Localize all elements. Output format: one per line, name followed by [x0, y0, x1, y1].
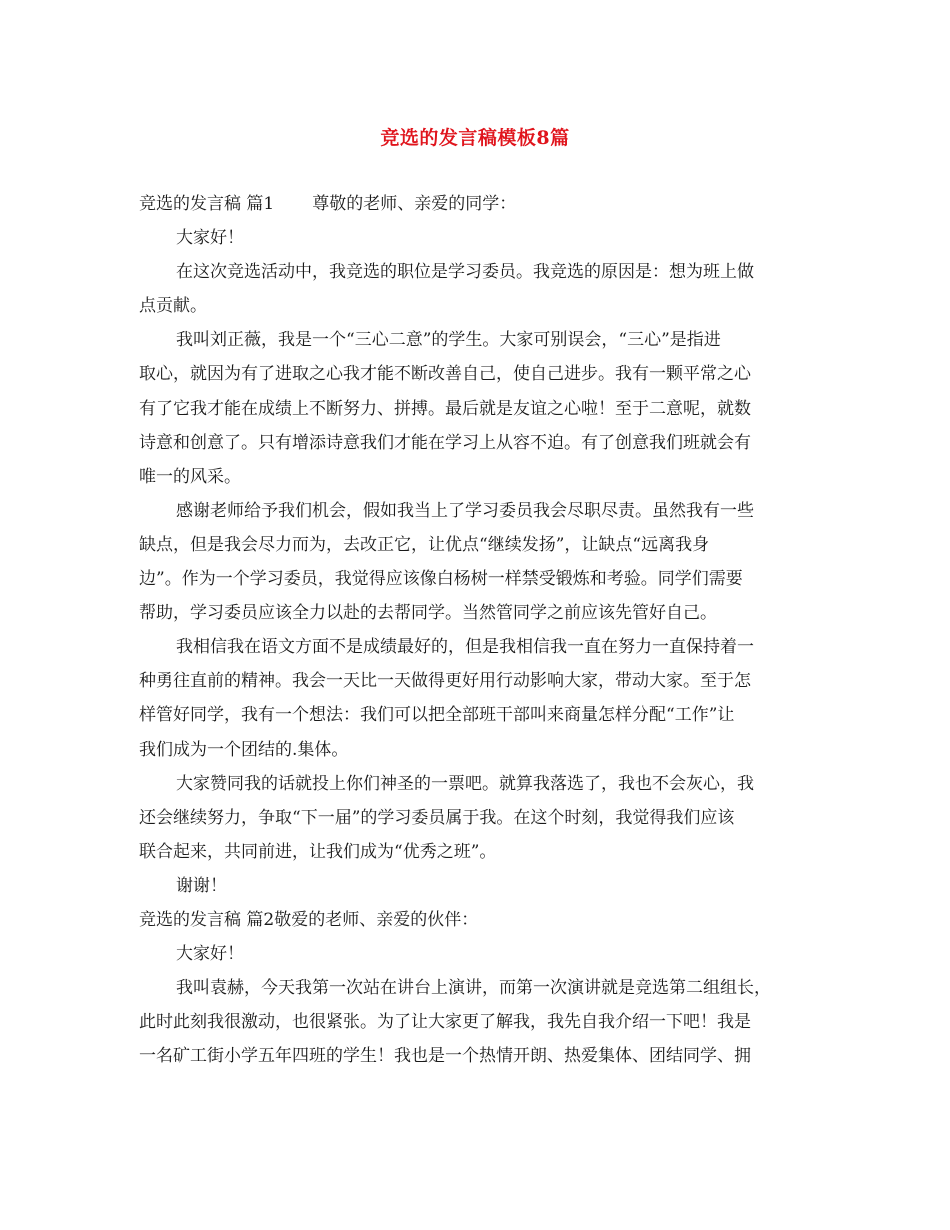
text-line: 有了它我才能在成绩上不断努力、拼搏。最后就是友谊之心啦！至于二意呢，就数: [139, 398, 751, 419]
text-line: 联合起来，共同前进，让我们成为“优秀之班”。: [139, 841, 497, 862]
text-line: 大家好！: [176, 228, 244, 249]
text-line: 唯一的风采。: [139, 466, 241, 487]
text-line: 感谢老师给予我们机会，假如我当上了学习委员我会尽职尽责。虽然我有一些: [176, 500, 754, 521]
text-line: 诗意和创意了。只有增添诗意我们才能在学习上从容不迫。有了创意我们班就会有: [139, 432, 751, 453]
text-line: 此时此刻我很激动，也很紧张。为了让大家更了解我，我先自我介绍一下吧！我是: [139, 1012, 751, 1033]
text-line: 取心，就因为有了进取之心我才能不断改善自己，使自己进步。我有一颗平常之心: [139, 364, 751, 385]
text-line: 我叫刘正薇，我是一个“三心二意”的学生。大家可别误会，“三心”是指进: [176, 330, 721, 351]
text-line: [139, 187, 819, 221]
section-heading: 竞选的发言稿 篇1: [139, 194, 275, 214]
text-line: 样管好同学，我有一个想法：我们可以把全部班干部叫来商量怎样分配“工作”让: [139, 705, 735, 726]
document-body: [139, 187, 819, 1073]
text-line: 边”。作为一个学习委员，我觉得应该像白杨树一样禁受锻炼和考验。同学们需要: [139, 569, 743, 590]
text-line: 大家赞同我的话就投上你们神圣的一票吧。就算我落选了，我也不会灰心，我: [176, 773, 754, 794]
text-line: 种勇往直前的精神。我会一天比一天做得更好用行动影响大家，带动大家。至于怎: [139, 671, 751, 692]
text-line: 点贡献。: [139, 296, 207, 317]
text-line: 缺点，但是我会尽力而为，去改正它，让优点“继续发扬”，让缺点“远离我身: [139, 534, 710, 555]
text-line: 帮助，学习委员应该全力以赴的去帮同学。当然管同学之前应该先管好自己。: [139, 603, 717, 624]
text-line: 一名矿工街小学五年四班的学生！我也是一个热情开朗、热爱集体、团结同学、拥: [139, 1046, 751, 1067]
text-line: 竞选的发言稿 篇2敬爱的老师、亲爱的伙伴：: [139, 909, 479, 930]
text-line: 大家好！: [176, 944, 244, 965]
salutation: 尊敬的老师、亲爱的同学：: [312, 194, 517, 214]
text-line: 我们成为一个团结的.集体。: [139, 739, 349, 760]
text-line: 谢谢！: [176, 875, 227, 896]
text-line: 我相信我在语文方面不是成绩最好的，但是我相信我一直在努力一直保持着一: [176, 637, 754, 658]
text-line: 我叫袁赫，今天我第一次站在讲台上演讲，而第一次演讲就是竞选第二组组长，: [176, 978, 771, 999]
text-line: 在这次竞选活动中，我竞选的职位是学习委员。我竞选的原因是：想为班上做: [176, 262, 754, 283]
document-title: 竞选的发言稿模板8篇: [380, 127, 570, 149]
text-line: 还会继续努力，争取“下一届”的学习委员属于我。在这个时刻，我觉得我们应该: [139, 807, 735, 828]
